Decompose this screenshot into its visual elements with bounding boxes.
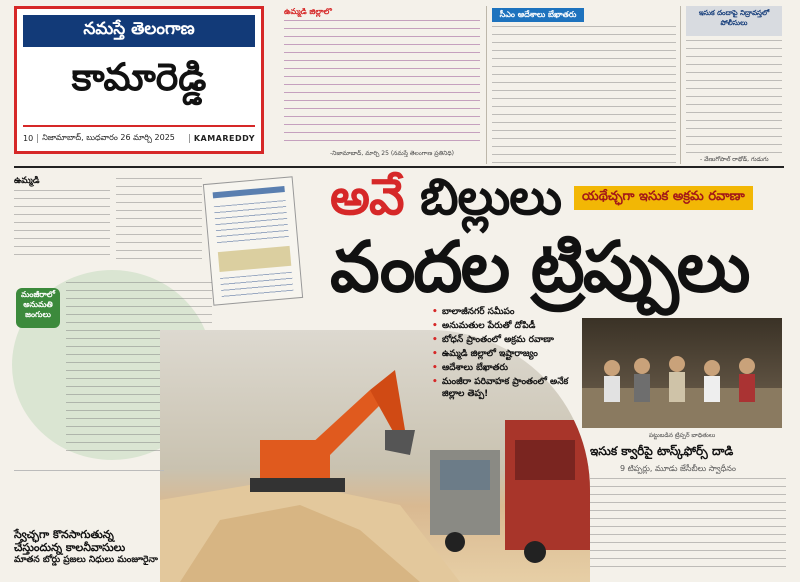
bottom-heading-line-1: స్వేచ్ఛగా కొనసాగుతున్న xyxy=(14,528,114,541)
headline-line-2: వందల ట్రిప్పులు xyxy=(330,226,749,308)
mid-story-text xyxy=(492,26,676,164)
sidebar-story-text xyxy=(590,478,786,568)
mid-story-heading: సీఎం ఆదేశాలు బేఖాతరు xyxy=(492,8,584,22)
bottom-story-heading xyxy=(14,528,184,567)
right-story-credit: - వేణుగోపాల్ రాథోడ్, గుడుగు xyxy=(700,156,769,163)
main-story-column-1 xyxy=(14,190,110,260)
bottom-heading-line-3: మాతన బోర్డు ప్రజలు నిధులు మంజూరైనా xyxy=(14,555,158,565)
masthead xyxy=(14,6,264,154)
top-left-story-text xyxy=(284,20,480,148)
headline-kicker: యథేచ్ఛగా ఇసుక అక్రమ రవాణా xyxy=(574,186,753,210)
main-story-column-2 xyxy=(116,178,202,260)
bottom-rule xyxy=(14,470,164,471)
top-left-story-lead: ఉమ్మడి జిల్లాలో xyxy=(284,8,332,16)
column-divider xyxy=(680,6,681,164)
headline-red-word: అవే xyxy=(330,168,404,226)
bullet-item: • ఉమ్మడి జిల్లాలో ఇష్టారాజ్యం xyxy=(432,348,592,360)
bullet-item: • మంజీరా పరివాహక ప్రాంతంలో అనేక జిల్లాల తెప్ప! xyxy=(432,376,592,400)
photo-caption: పట్టుబడిన ట్రిప్పర్ బాధితులు xyxy=(648,432,716,439)
right-story-heading: ఇసుక దందాపై నిద్రావస్తలో పోలీసులు xyxy=(686,6,782,36)
bill-photo xyxy=(203,176,303,305)
headline-rest: బిల్లులు xyxy=(403,168,562,226)
sidebar-subhead: 9 టిప్పర్లు, మూడు జేసీబీలు స్వాధీనం xyxy=(620,464,736,473)
bullet-item: • ఆదేశాలు బేఖాతరు xyxy=(432,362,592,374)
page-number: 10 xyxy=(23,134,38,143)
masthead-dateline-bar xyxy=(23,125,255,149)
dateline: నిజామాబాద్, బుధవారం 26 మార్చి 2025 xyxy=(42,132,175,142)
bullet-item: • అనుమతుల పేరుతో దోపిడీ xyxy=(432,320,592,332)
bubble-label: మంజీరాలో అనుమతి జంగులు xyxy=(16,288,60,328)
bullet-list xyxy=(432,306,592,402)
main-story-lead: ఉమ్మడి xyxy=(14,176,40,186)
column-divider xyxy=(486,6,487,164)
top-left-story-credit: -నిజామాబాద్, మార్చి 25 (నమస్తే తెలంగాణ ప్రతినిధి) xyxy=(330,150,454,157)
people-illustration xyxy=(582,318,782,428)
right-story-text xyxy=(686,40,782,154)
masthead-city: కామారెడ్డి xyxy=(71,55,207,99)
masthead-banner: నమస్తే తెలంగాణ xyxy=(23,15,255,47)
edition-name: KAMAREDDY xyxy=(189,134,255,143)
seized-trucks-photo xyxy=(582,318,782,428)
bullet-item: • బాలాజీనగర్ సమీపం xyxy=(432,306,592,318)
bottom-heading-line-2: చేస్తుందున్న కాలనీవాసులు xyxy=(14,541,126,554)
bullet-item: • బోధన్ ప్రాంతంలో అక్రమ రవాణా xyxy=(432,334,592,346)
headline-line-1 xyxy=(330,168,562,226)
sidebar-headline: ఇసుక క్వారీపై టాస్క్‌ఫోర్స్ దాడి xyxy=(590,444,734,458)
